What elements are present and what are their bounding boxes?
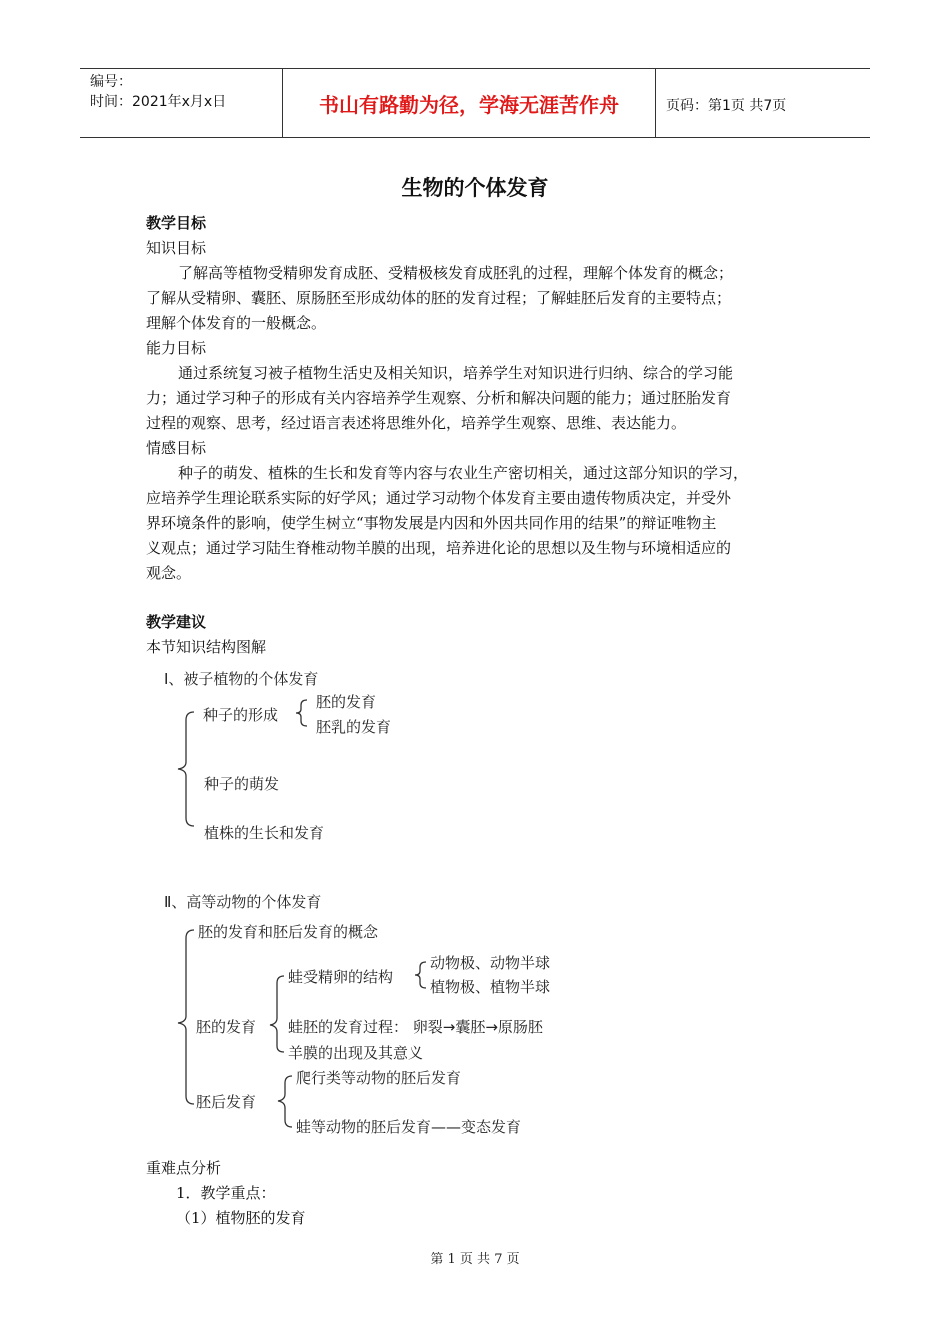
diagram-concept: 胚的发育和胚后发育的概念 <box>198 923 379 941</box>
page-title: 生物的个体发育 <box>401 176 549 200</box>
motto: 书山有路勤为径，学海无涯苦作舟 <box>283 69 656 137</box>
time-label: 时间：2021年x月x日 <box>90 94 227 110</box>
brace-plant-main <box>178 712 194 826</box>
ability-line-3: 过程的观察、思考，经过语言表述将思维外化，培养学生观察、思维、表达能力。 <box>146 414 687 432</box>
suggestions-heading: 教学建议 <box>146 613 207 631</box>
diagram-frog-post: 蛙等动物的胚后发育——变态发育 <box>296 1118 522 1136</box>
diagram-reptile: 爬行类等动物的胚后发育 <box>296 1069 462 1087</box>
diagram-post-embryo: 胚后发育 <box>196 1093 257 1111</box>
brace-egg-structure <box>415 962 426 988</box>
diagram-embryo-dev: 胚的发育 <box>316 693 377 711</box>
diagram-animal-title: Ⅱ、高等动物的个体发育 <box>164 893 322 911</box>
ability-line-2: 力；通过学习种子的形成有关内容培养学生观察、分析和解决问题的能力；通过胚胎发育 <box>146 389 732 407</box>
diagram-animal-pole: 动物极、动物半球 <box>430 954 551 972</box>
diagram-frog-process: 蛙胚的发育过程： 卵裂→囊胚→原肠胚 <box>288 1018 543 1036</box>
page-info: 页码：第1页 共7页 <box>666 98 787 114</box>
knowledge-label: 知识目标 <box>146 239 207 257</box>
ability-label: 能力目标 <box>146 339 207 357</box>
diagram-growth: 植株的生长和发育 <box>204 824 325 842</box>
emotion-label: 情感目标 <box>146 439 207 457</box>
diagram-endosperm-dev: 胚乳的发育 <box>316 718 392 736</box>
knowledge-line-3: 理解个体发育的一般概念。 <box>146 314 327 332</box>
page-footer: 第 1 页 共 7 页 <box>430 1252 520 1267</box>
emotion-line-4: 义观点；通过学习陆生脊椎动物羊膜的出现，培养进化论的思想以及生物与环境相适应的 <box>146 539 732 557</box>
analysis-label: 重难点分析 <box>146 1159 222 1177</box>
brace-animal-main <box>178 930 194 1104</box>
diagram-plant-title: Ⅰ、被子植物的个体发育 <box>164 670 319 688</box>
diagram-egg-structure: 蛙受精卵的结构 <box>288 968 394 986</box>
knowledge-line-2: 了解从受精卵、囊胚、原肠胚至形成幼体的胚的发育过程；了解蛙胚后发育的主要特点； <box>146 289 732 307</box>
emotion-line-5: 观念。 <box>146 564 192 582</box>
knowledge-line-1: 了解高等植物受精卵发育成胚、受精极核发育成胚乳的过程，理解个体发育的概念； <box>178 264 734 282</box>
diagram-embryo-dev-animal: 胚的发育 <box>196 1018 257 1036</box>
diagram-vegetal-pole: 植物极、植物半球 <box>430 978 551 996</box>
ability-line-1: 通过系统复习被子植物生活史及相关知识，培养学生对知识进行归纳、综合的学习能 <box>178 364 734 382</box>
emotion-line-1: 种子的萌发、植株的生长和发育等内容与农业生产密切相关，通过这部分知识的学习， <box>178 464 749 482</box>
number-label: 编号： <box>90 74 132 90</box>
emotion-line-3: 界环境条件的影响，使学生树立“事物发展是内因和外因共同作用的结果”的辩证唯物主 <box>146 514 717 532</box>
diagram-amnion: 羊膜的出现及其意义 <box>288 1044 424 1062</box>
structure-label: 本节知识结构图解 <box>146 638 267 656</box>
diagram-germination: 种子的萌发 <box>204 775 280 793</box>
brace-embryo-dev <box>270 976 284 1052</box>
objectives-heading: 教学目标 <box>146 214 207 232</box>
analysis-item-1-1: （1）植物胚的发育 <box>176 1209 306 1227</box>
diagram-seed-formation: 种子的形成 <box>203 706 279 724</box>
analysis-item-1: 1．教学重点： <box>176 1184 276 1202</box>
emotion-line-2: 应培养学生理论联系实际的好学风；通过学习动物个体发育主要由遗传物质决定，并受外 <box>146 489 732 507</box>
brace-seed-formation <box>296 700 307 726</box>
brace-post-embryo <box>278 1076 292 1127</box>
